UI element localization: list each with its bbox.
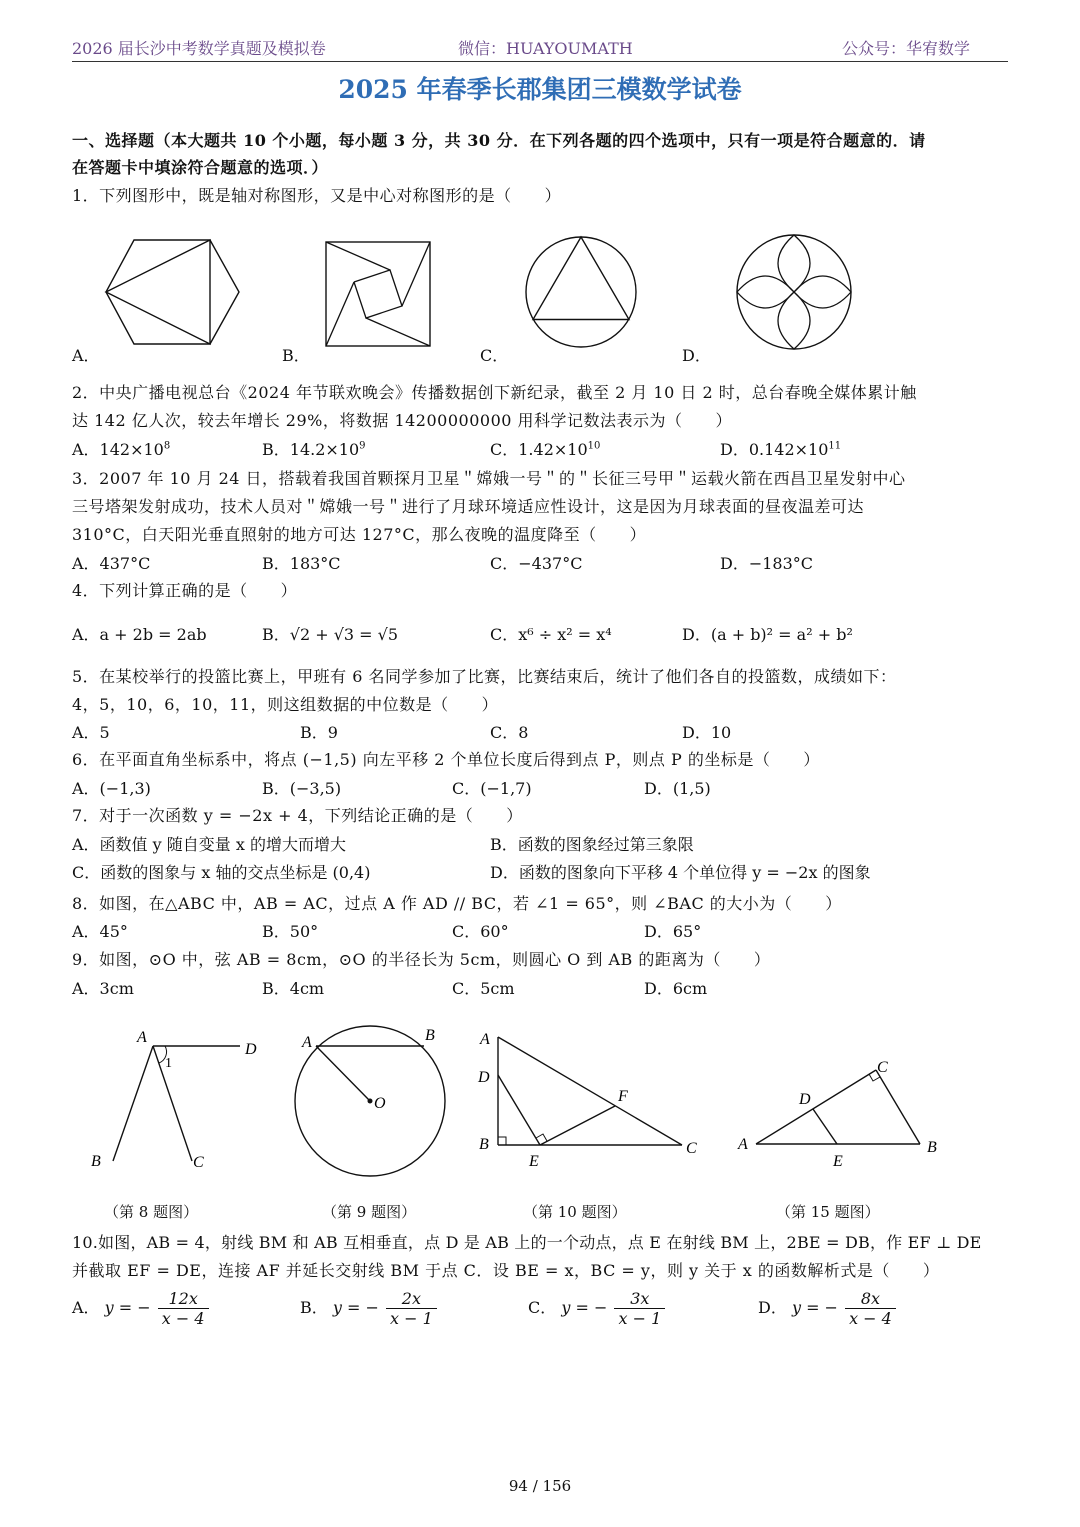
fig8-label-b: B [91, 1153, 101, 1170]
q4-option-c[interactable]: C．x⁶ ÷ x² = x⁴ [490, 625, 612, 644]
q5-option-b[interactable]: B．9 [300, 723, 338, 742]
q1-figure-d-circle-petals [732, 230, 856, 354]
fig10-label-e: E [529, 1153, 539, 1170]
header-rule [72, 61, 1008, 62]
q8-stem: 8．如图，在△ABC 中，AB = AC，过点 A 作 AD // BC，若 ∠1 = 65°，则 ∠BAC 的大小为（ ） [72, 894, 842, 913]
q7-option-b[interactable]: B．函数的图象经过第三象限 [490, 835, 694, 854]
fig15-label-d: D [799, 1091, 811, 1108]
q8-option-a[interactable]: A．45° [72, 922, 128, 941]
q9-option-a[interactable]: A．3cm [72, 979, 134, 998]
figure-15 [732, 1052, 952, 1174]
fig9-label-b: B [425, 1027, 435, 1044]
q2-option-b[interactable]: B．$14.2\times 10^9$ [262, 440, 366, 459]
q10-option-b[interactable]: B． y = − $\frac{2x}{x - 1}$ [300, 1289, 439, 1328]
caption-fig8: （第 8 题图） [104, 1203, 199, 1221]
q2-option-a[interactable]: A．$142\times 10^8$ [72, 440, 171, 459]
q2-line1: 2．中央广播电视总台《2024 年节联欢晚会》传播数据创下新纪录，截至 2 月 10 日 2 时，总台春晚全媒体累计触 [72, 383, 917, 402]
q1-figure-c-circle-triangle [522, 233, 640, 351]
q8-option-b[interactable]: B．50° [262, 922, 319, 941]
header-center: 微信：HUAYOUMATH [458, 39, 633, 58]
q1-option-c[interactable]: C． [480, 346, 509, 365]
q5-option-d[interactable]: D．10 [682, 723, 732, 742]
q6-option-c[interactable]: C．(−1,7) [452, 779, 532, 798]
q4-option-d[interactable]: D．(a + b)² = a² + b² [682, 625, 853, 644]
q5-option-a[interactable]: A．5 [72, 723, 110, 742]
q7-option-d[interactable]: D．函数的图象向下平移 4 个单位得 y = −2x 的图象 [490, 863, 871, 882]
page-number: 94 / 156 [508, 1477, 572, 1495]
fig10-label-a: A [480, 1031, 490, 1048]
q1-stem: 1．下列图形中，既是轴对称图形，又是中心对称图形的是（ ） [72, 186, 562, 205]
fig10-label-b: B [479, 1136, 489, 1153]
q3-line2: 三号塔架发射成功，技术人员对＂嫦娥一号＂进行了月球环境适应性设计，这是因为月球表面的昼夜温差可达 [72, 497, 865, 516]
q3-option-b[interactable]: B．183°C [262, 554, 341, 573]
figure-8 [85, 1025, 275, 1175]
fig10-label-d: D [478, 1069, 490, 1086]
q6-option-d[interactable]: D．(1,5) [644, 779, 711, 798]
q4-option-a[interactable]: A．a + 2b = 2ab [72, 625, 207, 644]
section-heading-line1: 一、选择题（本大题共 10 个小题，每小题 3 分，共 30 分．在下列各题的四个选项中，只有一项是符合题意的．请 [72, 131, 926, 150]
q1-figure-a-hexagon [100, 236, 245, 348]
fig15-label-b: B [927, 1139, 937, 1156]
q6-option-b[interactable]: B．(−3,5) [262, 779, 342, 798]
page-title: 2025 年春季长郡集团三模数学试卷 [338, 75, 742, 104]
q7-stem: 7．对于一次函数 y = −2x + 4，下列结论正确的是（ ） [72, 806, 523, 825]
caption-fig9: （第 9 题图） [322, 1203, 417, 1221]
q9-option-c[interactable]: C．5cm [452, 979, 515, 998]
fig15-label-e: E [833, 1153, 843, 1170]
q10-line2: 并截取 EF = DE，连接 AF 并延长交射线 BM 于点 C．设 BE = x，BC = y，则 y 关于 x 的函数解析式是（ ） [72, 1261, 940, 1280]
q4-stem: 4．下列计算正确的是（ ） [72, 581, 298, 600]
q5-line1: 5．在某校举行的投篮比赛上，甲班有 6 名同学参加了比赛，比赛结束后，统计了他们各自的投篮数，成绩如下： [72, 667, 897, 686]
fig15-label-a: A [738, 1136, 748, 1153]
q1-option-a[interactable]: A． [72, 346, 100, 365]
q5-line2: 4，5，10，6，10，11，则这组数据的中位数是（ ） [72, 695, 499, 714]
q3-option-a[interactable]: A．437°C [72, 554, 151, 573]
q10-line1: 10.如图，AB = 4，射线 BM 和 AB 互相垂直，点 D 是 AB 上的一个动点，点 E 在射线 BM 上，2BE = DB，作 EF ⊥ DE [72, 1233, 982, 1252]
figure-10 [470, 1025, 710, 1175]
figure-9 [290, 1022, 450, 1180]
q7-option-c[interactable]: C．函数的图象与 x 轴的交点坐标是 (0,4) [72, 863, 371, 882]
q9-option-b[interactable]: B．4cm [262, 979, 325, 998]
fig8-label-c: C [193, 1154, 204, 1171]
q6-option-a[interactable]: A．(−1,3) [72, 779, 151, 798]
section-heading-line2: 在答题卡中填涂符合题意的选项．） [72, 158, 329, 177]
q3-option-d[interactable]: D．−183°C [720, 554, 814, 573]
fig9-label-o: O [374, 1095, 386, 1112]
caption-fig15: （第 15 题图） [776, 1203, 880, 1221]
fig10-label-c: C [686, 1140, 697, 1157]
q9-option-d[interactable]: D．6cm [644, 979, 708, 998]
q8-option-c[interactable]: C．60° [452, 922, 509, 941]
q4-option-b[interactable]: B．√2 + √3 = √5 [262, 625, 399, 644]
q3-line3: 310°C，白天阳光垂直照射的地方可达 127°C，那么夜晚的温度降至（ ） [72, 525, 647, 544]
q7-option-a[interactable]: A．函数值 y 随自变量 x 的增大而增大 [72, 835, 346, 854]
q10-option-a[interactable]: A． y = − $\frac{12x}{x - 4}$ [72, 1289, 211, 1328]
q10-option-c[interactable]: C． y = − $\frac{3x}{x - 1}$ [528, 1289, 667, 1328]
q2-line2: 达 142 亿人次，较去年增长 29%，将数据 14200000000 用科学记数法表示为（ ） [72, 411, 733, 430]
header-left: 2026 届长沙中考数学真题及模拟卷 [72, 39, 326, 58]
header-right: 公众号：华宥数学 [842, 39, 971, 58]
q2-option-d[interactable]: D．$0.142\times 10^{11}$ [720, 440, 842, 459]
q3-line1: 3．2007 年 10 月 24 日，搭载着我国首颗探月卫星＂嫦娥一号＂的＂长征三号甲＂运载火箭在西昌卫星发射中心 [72, 469, 906, 488]
q1-figure-b-square [322, 238, 434, 350]
caption-fig10: （第 10 题图） [523, 1203, 627, 1221]
q9-stem: 9．如图，⊙O 中，弦 AB = 8cm，⊙O 的半径长为 5cm，则圆心 O 到 AB 的距离为（ ） [72, 950, 771, 969]
fig8-label-d: D [245, 1041, 257, 1058]
q5-option-c[interactable]: C．8 [490, 723, 529, 742]
fig15-label-c: C [877, 1059, 888, 1076]
q8-option-d[interactable]: D．65° [644, 922, 702, 941]
q1-option-b[interactable]: B． [282, 346, 310, 365]
q1-option-d[interactable]: D． [682, 346, 711, 365]
q10-option-d[interactable]: D． y = − $\frac{8x}{x - 4}$ [758, 1289, 898, 1328]
fig10-label-f: F [618, 1088, 628, 1105]
fig8-label-1: 1 [165, 1056, 172, 1071]
q3-option-c[interactable]: C．−437°C [490, 554, 583, 573]
q2-option-c[interactable]: C．$1.42\times 10^{10}$ [490, 440, 601, 459]
fig9-label-a: A [302, 1034, 312, 1051]
fig8-label-a: A [137, 1029, 147, 1046]
q6-stem: 6．在平面直角坐标系中，将点 (−1,5) 向左平移 2 个单位长度后得到点 P，则点 P 的坐标是（ ） [72, 750, 820, 769]
